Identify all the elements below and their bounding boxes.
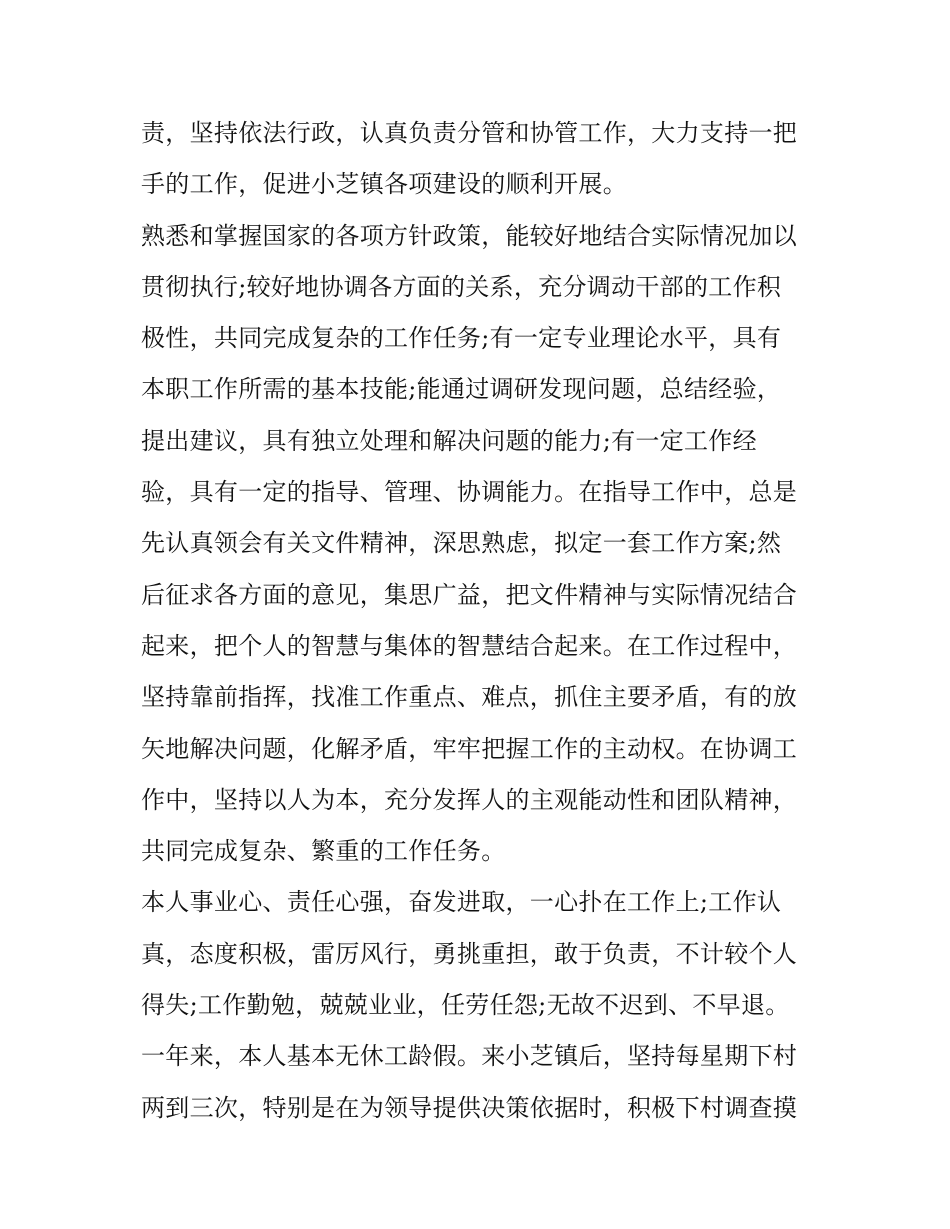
text-line: 坚持靠前指挥，找准工作重点、难点，抓住主要矛盾，有的放 bbox=[141, 683, 798, 712]
text-line: 作中，坚持以人为本，充分发挥人的主观能动性和团队精神， bbox=[141, 785, 798, 814]
text-line: 手的工作，促进小芝镇各项建设的顺利开展。 bbox=[141, 170, 627, 199]
text-line: 起来，把个人的智慧与集体的智慧结合起来。在工作过程中， bbox=[141, 631, 798, 660]
text-line: 提出建议，具有独立处理和解决问题的能力;有一定工作经 bbox=[141, 426, 757, 455]
text-line: 本职工作所需的基本技能;能通过调研发现问题，总结经验， bbox=[141, 375, 782, 404]
text-line: 本人事业心、责任心强，奋发进取，一心扑在工作上;工作认 bbox=[141, 888, 782, 917]
text-line: 验，具有一定的指导、管理、协调能力。在指导工作中，总是 bbox=[141, 478, 798, 507]
text-line: 两到三次，特别是在为领导提供决策依据时，积极下村调查摸 bbox=[141, 1093, 798, 1122]
text-line: 极性，共同完成复杂的工作任务;有一定专业理论水平，具有 bbox=[141, 324, 782, 353]
text-line: 责，坚持依法行政，认真负责分管和协管工作，大力支持一把 bbox=[141, 119, 798, 147]
text-line: 后征求各方面的意见，集思广益，把文件精神与实际情况结合 bbox=[141, 580, 798, 609]
text-line: 共同完成复杂、繁重的工作任务。 bbox=[141, 837, 506, 866]
text-line: 真，态度积极，雷厉风行，勇挑重担，敢于负责，不计较个人 bbox=[141, 939, 798, 968]
text-line: 熟悉和掌握国家的各项方针政策，能较好地结合实际情况加以 bbox=[141, 221, 798, 250]
text-line: 一年来，本人基本无休工龄假。来小芝镇后，坚持每星期下村 bbox=[141, 1042, 798, 1071]
text-line: 贯彻执行;较好地协调各方面的关系，充分调动干部的工作积 bbox=[141, 272, 782, 301]
text-line: 先认真领会有关文件精神，深思熟虑，拟定一套工作方案;然 bbox=[141, 529, 782, 558]
body-text bbox=[141, 108, 821, 1134]
text-line: 得失;工作勤勉，兢兢业业，任劳任怨;无故不迟到、不早退。 bbox=[141, 991, 790, 1020]
text-line: 矢地解决问题，化解矛盾，牢牢把握工作的主动权。在协调工 bbox=[141, 734, 798, 763]
